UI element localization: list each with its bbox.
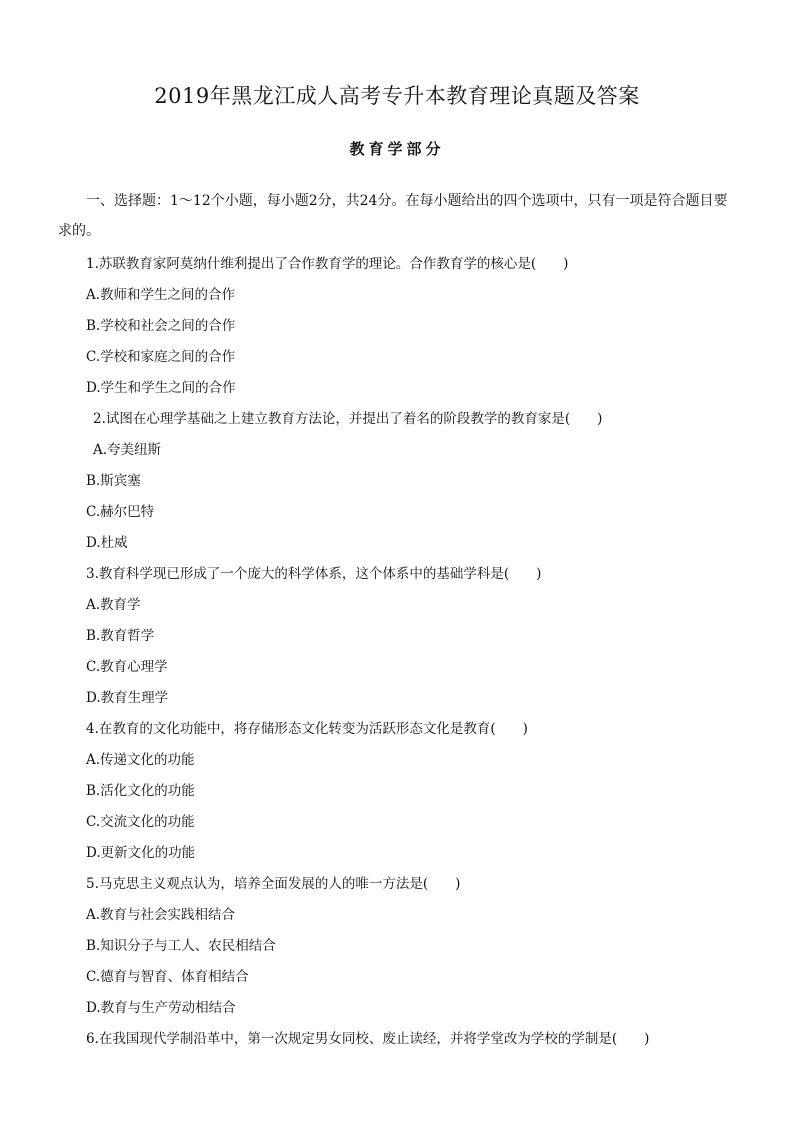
option-line: A.教师和学生之间的合作: [86, 287, 236, 303]
option-line: D.教育生理学: [86, 690, 169, 706]
question-4: 4.在教育的文化功能中，将存储形态文化转变为活跃形态文化是教育( ): [86, 721, 528, 737]
option-line: C.赫尔巴特: [86, 504, 155, 520]
option-line: D.更新文化的功能: [86, 845, 196, 861]
option-line: C.学校和家庭之间的合作: [86, 349, 236, 365]
option-line: A.夸美纽斯: [93, 442, 162, 458]
option-line: A.传递文化的功能: [86, 752, 195, 768]
instructions-paragraph: 一、选择题：1～12个小题，每小题2分，共24分。在每小题给出的四个选项中，只有一项是符合题目要求的。: [58, 193, 728, 239]
option-line: C.交流文化的功能: [86, 814, 195, 830]
question-3: 3.教育科学现已形成了一个庞大的科学体系，这个体系中的基础学科是( ): [86, 566, 542, 582]
question-5: 5.马克思主义观点认为，培养全面发展的人的唯一方法是( ): [86, 876, 461, 892]
option-line: B.活化文化的功能: [86, 783, 195, 799]
option-line: B.斯宾塞: [86, 473, 141, 489]
option-line: A.教育学: [86, 597, 141, 613]
document-title: 2019年黑龙江成人高考专升本教育理论真题及答案: [154, 84, 640, 108]
section-heading: 教育学部分: [349, 140, 445, 158]
option-line: D.教育与生产劳动相结合: [86, 1000, 236, 1016]
option-line: B.教育哲学: [86, 628, 155, 644]
option-line: B.学校和社会之间的合作: [86, 318, 236, 334]
option-line: B.知识分子与工人、农民相结合: [86, 938, 276, 954]
option-line: C.德育与智育、体育相结合: [86, 969, 249, 985]
question-6: 6.在我国现代学制沿革中，第一次规定男女同校、废止读经，并将学堂改为学校的学制是( ): [86, 1031, 650, 1047]
option-line: A.教育与社会实践相结合: [86, 907, 236, 923]
option-line: D.杜威: [86, 535, 128, 551]
option-line: C.教育心理学: [86, 659, 168, 675]
question-2: 2.试图在心理学基础之上建立教育方法论，并提出了着名的阶段教学的教育家是( ): [93, 411, 603, 427]
question-1: 1.苏联教育家阿莫纳什维利提出了合作教育学的理论。合作教育学的核心是( ): [86, 256, 569, 272]
option-line: D.学生和学生之间的合作: [86, 380, 236, 396]
